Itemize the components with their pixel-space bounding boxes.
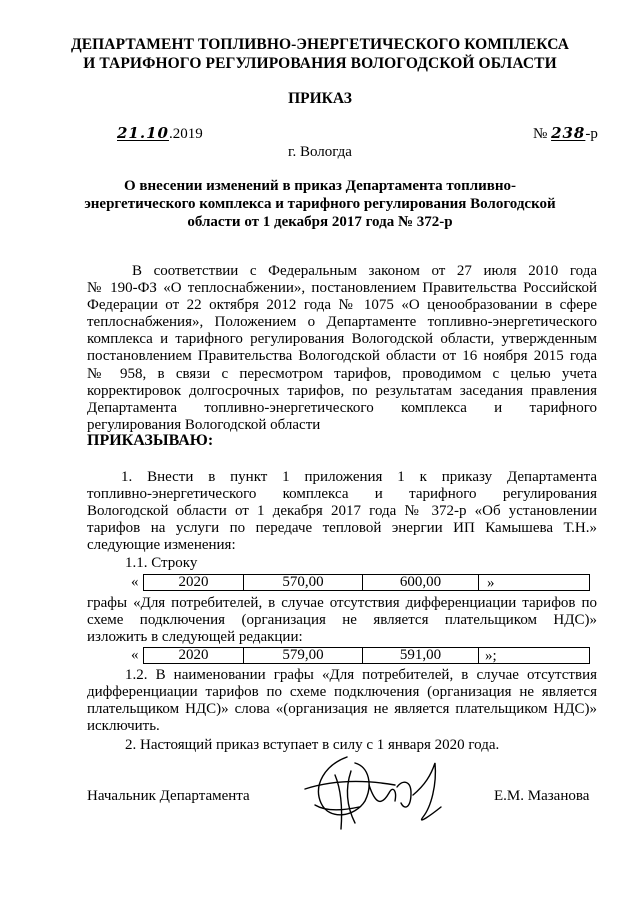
middle-line: изложить в следующей редакции: <box>87 629 303 646</box>
row-old-close-quote: » <box>487 575 495 591</box>
row-old-table <box>143 574 590 591</box>
item1-2-line: 1.2. В наименовании графы «Для потребителей, в случае отсутствия <box>125 667 597 683</box>
date-handwritten: 21.10 <box>117 124 169 142</box>
preamble-line: комплекса и тарифного регулирования Вологодской области, утвержденным <box>87 331 597 348</box>
item1-paragraph <box>87 469 597 554</box>
item1-2-line: исключить. <box>87 718 160 735</box>
middle-line: схеме подключения (организация не является плательщиком НДС)» <box>87 612 597 629</box>
item1-2-line: дифференциации тарифов по схеме подключения (организация не является <box>87 684 597 701</box>
item1-2-line: плательщиком НДС)» слова «(организация не является плательщиком НДС)» <box>87 701 597 718</box>
preamble-line: регулирования Вологодской области <box>87 416 321 433</box>
preamble-line: Федерации от 22 октября 2012 года № 1075 «О ценообразовании в сфере <box>87 297 597 314</box>
preamble-line: № 190-ФЗ «О теплоснабжении», постановлением Правительства Российской <box>87 280 597 297</box>
item2: 2. Настоящий приказ вступает в силу с 1 января 2020 года. <box>125 737 500 753</box>
document-number <box>533 124 598 143</box>
number-handwritten: 238 <box>551 124 586 142</box>
table-cell: 2020 <box>144 575 244 591</box>
table-cell: 591,00 <box>363 648 479 664</box>
preamble-line: корректировок долгосрочных тарифов, по результатам заседания правления <box>87 382 597 399</box>
city: г. Вологда <box>288 144 352 160</box>
signature-position: Начальник Департамента <box>87 788 250 804</box>
item1-line: 1. Внести в пункт 1 приложения 1 к приказу Департамента <box>121 469 597 485</box>
table-cell: 2020 <box>144 648 244 664</box>
title-line3: области от 1 декабря 2017 года № 372-р <box>187 214 453 230</box>
table-cell <box>479 575 590 591</box>
middle-line: графы «Для потребителей, в случае отсутствия дифференциации тарифов по <box>87 595 597 611</box>
row-old-open-quote: « <box>131 574 139 590</box>
document-type: ПРИКАЗ <box>288 90 352 107</box>
item1-line: Вологодской области от 1 декабря 2017 года № 372-р «Об установлении <box>87 503 597 520</box>
preamble-line: № 958, в связи с пересмотром тарифов, проводимом с целью учета <box>87 365 597 382</box>
preamble-line: Департамента топливно-энергетического комплекса и тарифного <box>87 399 597 416</box>
title-line2: энергетического комплекса и тарифного регулирования Вологодской <box>84 196 556 212</box>
document-date <box>117 124 203 143</box>
item1-1-label: 1.1. Строку <box>125 555 198 571</box>
table-cell: 570,00 <box>244 575 363 591</box>
number-suffix: -р <box>585 126 598 142</box>
item1-line: тарифов на услуги по передаче тепловой энергии ИП Камышева Т.Н.» <box>87 520 597 537</box>
handwritten-signature <box>285 745 465 835</box>
row-new-close-quote: »; <box>485 648 497 664</box>
number-prefix: № <box>533 126 548 142</box>
item1-line: топливно-энергетического комплекса и тарифного регулирования <box>87 486 597 503</box>
preamble-line: В соответствии с Федеральным законом от 27 июля 2010 года <box>132 263 597 279</box>
table-row <box>144 575 590 591</box>
table-cell: 600,00 <box>363 575 479 591</box>
order-word: ПРИКАЗЫВАЮ: <box>87 432 214 449</box>
table-row <box>144 648 590 664</box>
item1-line: следующие изменения: <box>87 537 236 554</box>
date-year: .2019 <box>168 126 203 142</box>
org-name-line2: И ТАРИФНОГО РЕГУЛИРОВАНИЯ ВОЛОГОДСКОЙ ОБЛАСТИ <box>83 55 557 72</box>
table-cell: 579,00 <box>244 648 363 664</box>
row-new-table <box>143 647 590 664</box>
title-line1: О внесении изменений в приказ Департамента топливно- <box>123 178 517 194</box>
preamble-line: теплоснабжения», Положением о Департаменте топливно-энергетического <box>87 314 597 331</box>
signature-name: Е.М. Мазанова <box>494 788 590 804</box>
org-name-line1: ДЕПАРТАМЕНТ ТОПЛИВНО-ЭНЕРГЕТИЧЕСКОГО КОМПЛЕКСА <box>70 36 570 53</box>
middle-paragraph <box>87 595 597 646</box>
preamble-line: постановлением Правительства Вологодской области от 16 ноября 2015 года <box>87 348 597 365</box>
preamble-paragraph <box>87 263 597 434</box>
item1-2-paragraph <box>87 667 597 735</box>
row-new-open-quote: « <box>131 647 139 663</box>
